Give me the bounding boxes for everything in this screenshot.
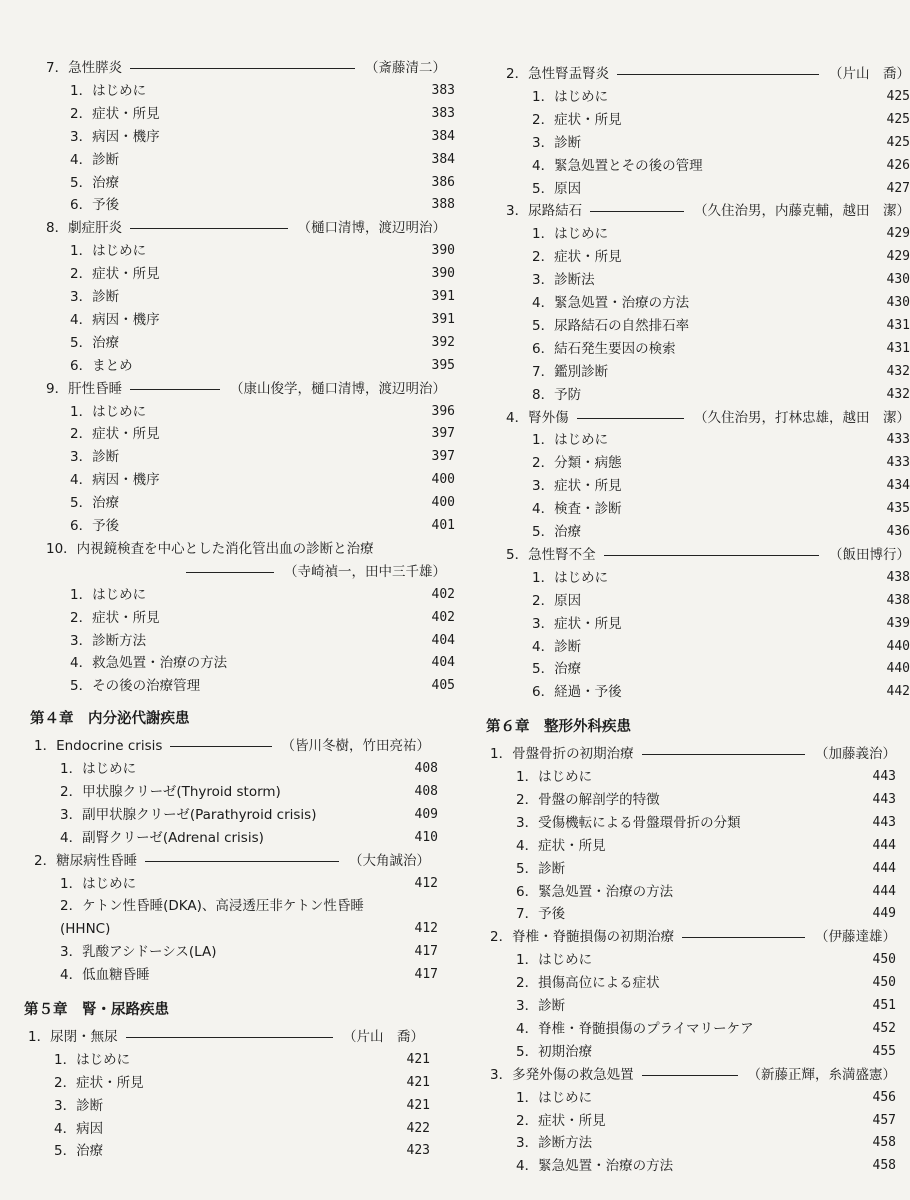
section-title: 9．肝性昏睡 [46,380,123,397]
toc-entry-label: 5．初期治療 [516,1043,593,1060]
leader-dash [130,228,287,229]
toc-section-heading [506,201,582,221]
section-author: （皆川冬樹，竹田亮祐） [281,738,430,755]
toc-entry-label: 2．甲状腺クリーゼ(Thyroid storm) [60,783,281,800]
leader-dash [170,746,271,747]
toc-entry-label: 2．症状・所見 [532,111,622,128]
page-number: 443 [872,791,896,807]
page-number: 452 [872,1020,896,1036]
toc-entry-label: 5．診断 [516,860,566,877]
leader-dash [642,1075,738,1076]
toc-entry-label: 4．緊急処置・治療の方法 [532,295,690,311]
toc-section-heading [46,58,122,78]
leader-dash [642,754,805,755]
toc-entry-label: 3．受傷機転による骨盤環骨折の分類 [516,814,741,831]
toc-entry-label: 8．予防 [532,386,582,403]
toc-entry-label: 5．治療 [70,495,120,512]
toc-section-heading [46,218,122,238]
page-number: 440 [886,638,910,654]
toc-entry-label: 4．症状・所見 [516,837,606,854]
toc-entry-label: 4．救急処置・治療の方法 [70,655,228,672]
toc-entry-label: 1．はじめに [532,88,609,105]
section-author: （寺崎禎一，田中三千雄） [284,563,446,580]
page-number: 425 [886,134,910,150]
page-number: 421 [406,1051,430,1067]
page-number: 434 [886,478,910,494]
toc-entry-label: 1．はじめに [70,243,147,260]
toc-entry-label: 3．乳酸アシドーシス(LA) [60,944,217,961]
page-number: 431 [886,317,910,333]
toc-section-heading [490,927,674,947]
page-number: 438 [886,569,910,585]
page-number: 400 [431,495,455,511]
page-number: 421 [406,1074,430,1090]
page-number: 397 [431,449,455,465]
toc-entry-label: 2．症状・所見 [54,1074,144,1091]
toc-entry-label: 1．はじめに [532,569,609,586]
toc-entry-label: 3．副甲状腺クリーゼ(Parathyroid crisis) [60,806,317,823]
page-number: 396 [431,403,455,419]
toc-entry-label: 4．低血糖昏睡 [60,967,150,984]
toc-entry-label: 7．鑑別診断 [532,363,609,380]
toc-section-heading [46,539,374,559]
toc-entry-label: 6．緊急処置・治療の方法 [516,883,674,900]
page-number: 417 [414,944,438,960]
page-number: 450 [872,952,896,968]
toc-entry-label: 6．まとめ [70,357,133,374]
toc-entry-label: 1．はじめに [532,226,609,243]
page-number: 432 [886,363,910,379]
section-author: （樋口清博，渡辺明治） [297,220,446,237]
section-title: 7．急性膵炎 [46,60,123,76]
section-author: （康山俊学，樋口清博，渡辺明治） [230,380,446,397]
toc-entry-label: 1．はじめに [532,432,609,449]
toc-section-heading [28,1027,118,1047]
toc-entry-label: 2．原因 [532,592,582,609]
page-number: 392 [431,334,455,350]
page-number: 431 [886,340,910,356]
toc-entry-label: (HHNC) [60,921,111,938]
toc-entry-label: 5．治療 [70,174,120,191]
page-number: 440 [886,661,910,677]
section-title: 3．尿路結石 [506,203,583,220]
leader-dash [126,1037,333,1038]
chapter-heading: 第６章 整形外科疾患 [486,719,631,736]
toc-entry-label: 1．はじめに [516,1089,593,1106]
page-number: 422 [406,1120,430,1136]
page-number: 450 [872,975,896,991]
page-number: 391 [431,289,455,304]
page-number: 390 [431,266,455,282]
page-number: 449 [872,906,896,922]
toc-section-heading [34,736,162,756]
page-number: 444 [872,837,896,853]
page-number: 458 [872,1158,896,1174]
page-number: 451 [872,998,896,1013]
toc-entry-label: 3．診断法 [532,272,595,289]
section-author: （久住治男，内藤克輔，越田 潔） [694,203,910,220]
page-number: 425 [886,88,910,104]
toc-entry-label: 7．予後 [516,906,566,923]
page-number: 432 [886,386,910,402]
page-number: 388 [431,197,455,213]
toc-entry-label: 4．緊急処置・治療の方法 [516,1158,674,1175]
toc-entry-label: 4．病因 [54,1120,104,1137]
toc-entry-label: 3．診断方法 [516,1135,593,1152]
toc-entry-label: 4．診断 [532,638,582,655]
leader-dash [130,68,355,69]
page-number: 409 [414,806,438,822]
section-title: 3．多発外傷の救急処置 [490,1066,634,1083]
toc-entry-label: 2．症状・所見 [70,266,160,283]
toc-entry-label: 5．治療 [70,334,120,351]
right-column [470,0,910,1200]
section-author: （新藤正輝，糸満盛憲） [747,1066,896,1083]
leader-dash [130,389,220,390]
page-number: 384 [431,151,455,167]
section-title: 2．糖尿病性昏睡 [34,852,138,869]
page-number: 421 [406,1097,430,1113]
toc-entry-label: 2．症状・所見 [70,609,160,626]
leader-dash [604,555,819,556]
section-title: 10．内視鏡検査を中心とした消化管出血の診断と治療 [46,540,374,557]
section-title: 5．急性腎不全 [506,546,596,563]
page-number: 436 [886,524,910,539]
page-number: 456 [872,1089,896,1105]
page-number: 444 [872,860,896,876]
page-number: 384 [431,128,455,144]
section-title: 8．劇症肝炎 [46,220,123,237]
toc-entry-label: 5．尿路結石の自然排石率 [532,317,690,334]
toc-section-heading [34,851,137,871]
page-number: 458 [872,1135,896,1151]
section-author: （伊藤達雄） [815,929,896,946]
toc-entry-label: 2．ケトン性昏睡(DKA)、高浸透圧非ケトン性昏睡 [60,898,364,915]
toc-entry-label: 5．治療 [54,1143,104,1160]
page-number: 417 [414,967,438,983]
page-number: 400 [431,472,455,488]
page-number: 455 [872,1043,896,1059]
toc-entry-label: 1．はじめに [516,769,593,785]
page-number: 391 [431,311,455,327]
page-number: 430 [886,295,910,310]
toc-section-heading [490,1065,634,1085]
toc-entry-label: 3．診断 [532,134,582,151]
section-title: 2．脊椎・脊髄損傷の初期治療 [490,929,675,946]
page-number: 401 [431,518,455,533]
toc-entry-label: 4．脊椎・脊髄損傷のプライマリーケア [516,1020,754,1037]
page-number: 425 [886,111,910,127]
toc-entry-label: 1．はじめに [70,586,147,603]
toc-entry-label: 3．症状・所見 [532,478,622,495]
chapter-heading: 第５章 腎・尿路疾患 [24,1002,169,1018]
section-author: （片山 喬） [343,1028,424,1045]
page-number: 410 [414,829,438,845]
leader-dash [577,418,684,419]
chapter-heading: 第４章 内分泌代謝疾患 [30,711,190,728]
toc-entry-label: 5．その後の治療管理 [70,678,201,695]
page-number: 397 [431,426,455,442]
toc-section-heading [506,545,596,565]
section-title: 2．急性腎盂腎炎 [506,66,610,82]
page-number: 390 [431,243,455,259]
page-number: 404 [431,655,455,671]
toc-entry-label: 3．症状・所見 [532,615,622,632]
toc-entry-label: 3．診断 [54,1097,104,1114]
page-number: 426 [886,157,910,173]
page-number: 443 [872,769,896,784]
toc-entry-label: 3．診断 [70,289,120,305]
leader-dash [145,861,339,862]
toc-section-heading [490,744,634,764]
leader-dash [186,572,274,573]
page-number: 402 [431,586,455,602]
page-number: 430 [886,272,910,288]
toc-entry-label: 6．結石発生要因の検索 [532,340,676,357]
toc-entry-label: 1．はじめに [516,952,593,969]
toc-entry-label: 2．症状・所見 [70,105,160,122]
section-author: （久住治男，打林忠雄，越田 潔） [694,409,910,426]
section-title: 1．Endocrine crisis [34,738,163,755]
page-number: 438 [886,592,910,608]
toc-entry-label: 2．骨盤の解剖学的特徴 [516,791,660,808]
section-author: （大角誠治） [349,852,430,869]
toc-entry-label: 3．病因・機序 [70,128,160,145]
leader-dash [682,937,805,938]
leader-dash [617,74,819,75]
page-number: 383 [431,82,455,98]
toc-entry-label: 4．緊急処置とその後の管理 [532,157,703,174]
toc-entry-label: 5．治療 [532,524,582,540]
page-number: 412 [414,875,438,891]
toc-entry-label: 6．予後 [70,197,120,214]
page-number: 383 [431,105,455,121]
toc-entry-label: 4．検査・診断 [532,501,622,518]
section-author: （片山 喬） [829,66,910,82]
section-author: （斎藤清二） [365,60,446,76]
toc-section-heading [46,379,122,399]
page-number: 444 [872,883,896,899]
toc-entry-label: 2．症状・所見 [516,1112,606,1129]
page-number: 386 [431,174,455,190]
toc-entry-label: 6．経過・予後 [532,684,622,701]
toc-entry-label: 4．診断 [70,151,120,168]
page-number: 395 [431,357,455,373]
section-title: 4．腎外傷 [506,409,569,426]
toc-entry-label: 5．治療 [532,661,582,678]
page-number: 429 [886,249,910,265]
toc-entry-label: 3．診断 [70,449,120,466]
page-number: 427 [886,180,910,196]
toc-entry-label: 1．はじめに [70,82,147,99]
toc-entry-label: 4．副腎クリーゼ(Adrenal crisis) [60,829,264,846]
toc-entry-label: 3．診断 [516,998,566,1014]
page-number: 439 [886,615,910,631]
toc-section-heading [506,408,569,428]
page-number: 404 [431,632,455,648]
page-number: 405 [431,678,455,694]
toc-entry-label: 3．診断方法 [70,632,147,649]
section-title: 1．尿閉・無尿 [28,1028,118,1045]
page-number: 423 [406,1143,430,1159]
page-number: 443 [872,814,896,830]
page-number: 435 [886,501,910,517]
toc-entry-label: 1．はじめに [54,1051,131,1068]
section-author: （飯田博行） [829,546,910,563]
page-number: 408 [414,783,438,799]
page-number: 442 [886,684,910,700]
page-number: 457 [872,1112,896,1128]
toc-entry-label: 5．原因 [532,180,582,197]
page-number: 429 [886,226,910,242]
section-title: 1．骨盤骨折の初期治療 [490,746,634,763]
toc-section-heading [506,64,609,84]
leader-dash [590,211,684,212]
toc-entry-label: 1．はじめに [70,403,147,420]
toc-entry-label: 4．病因・機序 [70,472,160,489]
toc-entry-label: 2．損傷高位による症状 [516,975,660,992]
toc-entry-label: 4．病因・機序 [70,311,160,328]
toc-entry-label: 1．はじめに [60,761,137,777]
toc-entry-label: 2．分類・病態 [532,455,622,472]
page-number: 412 [414,921,438,937]
toc-entry-label: 1．はじめに [60,875,137,892]
toc-entry-label: 2．症状・所見 [532,249,622,266]
page-number: 402 [431,609,455,625]
section-author: （加藤義治） [815,746,896,763]
toc-entry-label: 2．症状・所見 [70,426,160,443]
toc-entry-label: 6．予後 [70,518,120,534]
page-number: 433 [886,455,910,471]
page-number: 433 [886,432,910,448]
page-number: 408 [414,761,438,776]
